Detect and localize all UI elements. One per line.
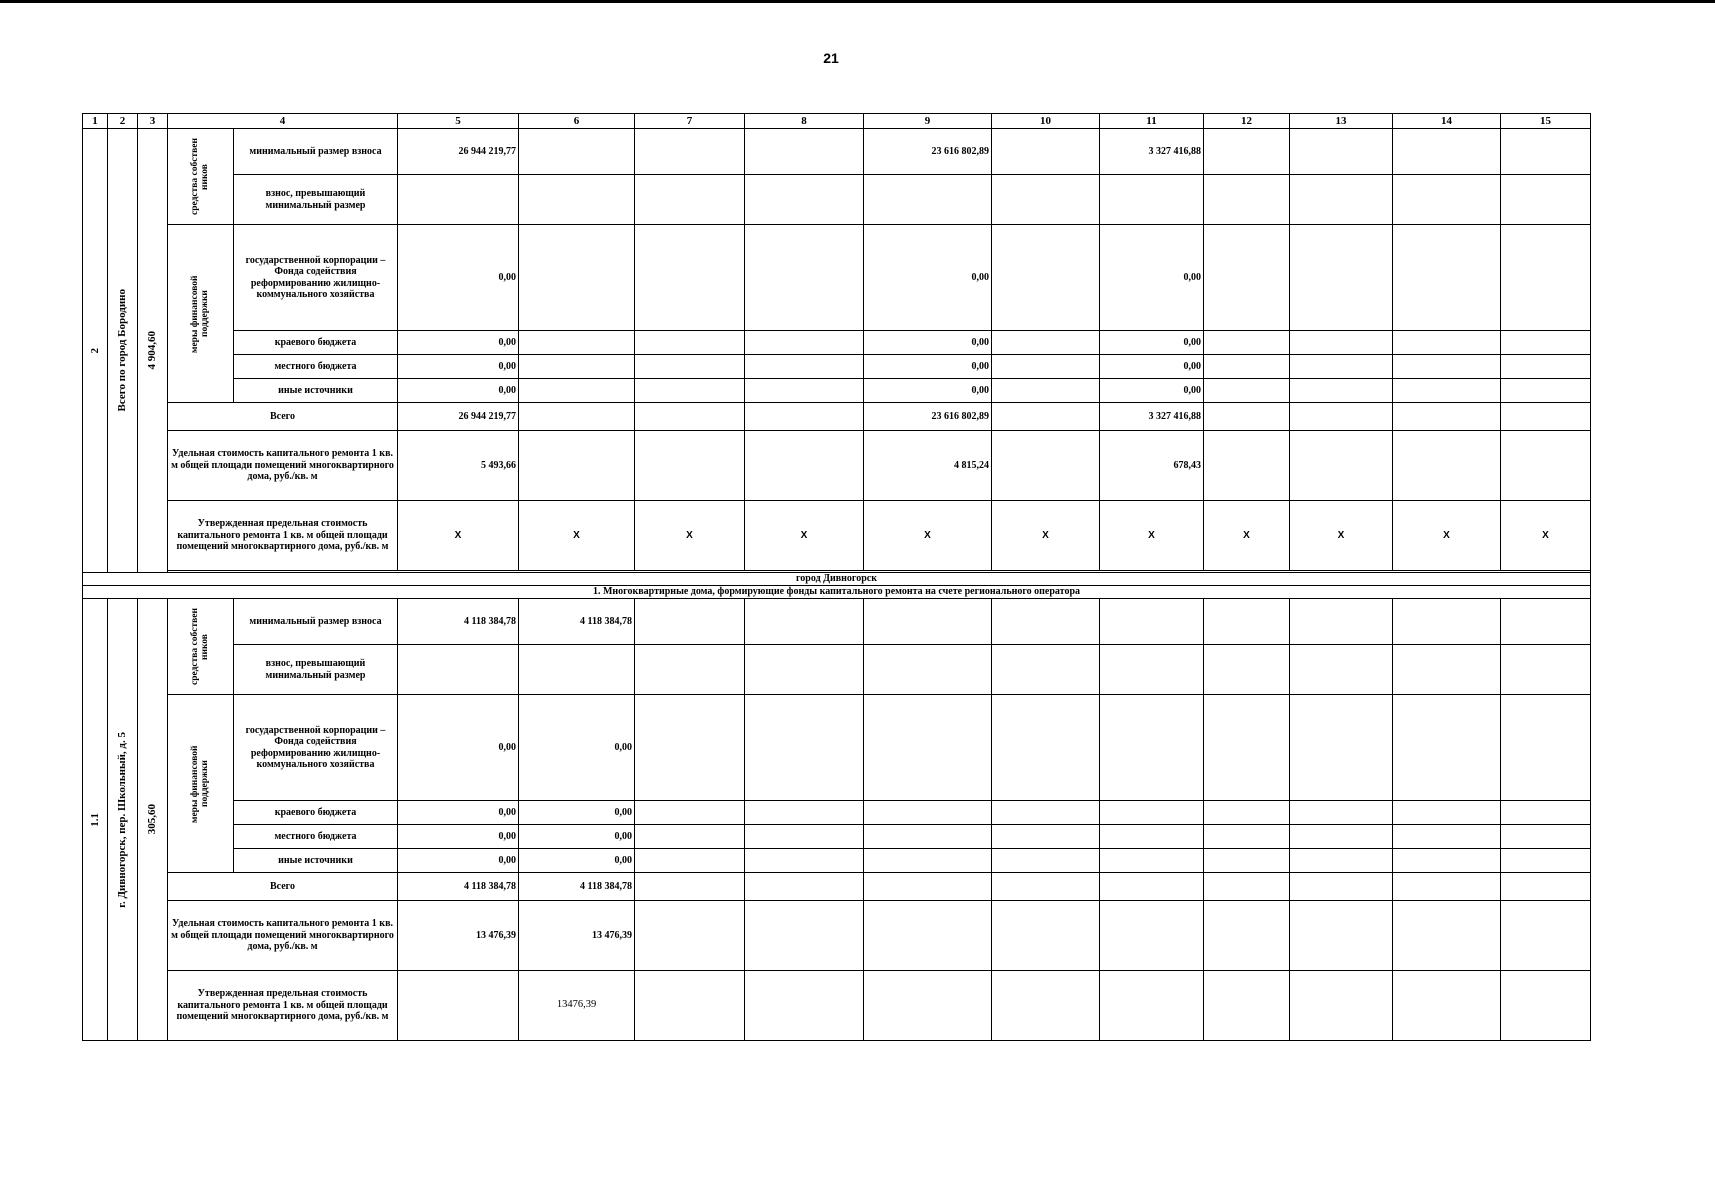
other-label: иные источники	[234, 849, 398, 873]
support-measures-label: меры финансовой поддержки	[189, 274, 210, 353]
table-row	[83, 225, 1591, 331]
scan-top-edge	[0, 0, 1715, 3]
s1-tot-c9: 23 616 802,89	[864, 403, 992, 431]
min-contribution-label: минимальный размер взноса	[234, 599, 398, 645]
col-num: 2	[108, 114, 138, 129]
other-label: иные источники	[234, 379, 398, 403]
x-mark: X	[1290, 501, 1393, 571]
s2-unit-c5: 13 476,39	[398, 901, 519, 971]
table-row	[83, 801, 1591, 825]
table-row	[83, 501, 1591, 571]
col-num: 14	[1393, 114, 1501, 129]
local-label: местного бюджета	[234, 825, 398, 849]
section1-name: Всего по город Бородино	[116, 289, 129, 412]
col-num: 4	[168, 114, 398, 129]
s1-min-c5: 26 944 219,77	[398, 129, 519, 175]
table-row	[83, 573, 1591, 586]
table-row	[83, 331, 1591, 355]
table-row	[83, 645, 1591, 695]
total-label: Всего	[168, 873, 398, 901]
s1-state-c11: 0,00	[1100, 225, 1204, 331]
s1-reg-c11: 0,00	[1100, 331, 1204, 355]
state-corp-label: государственной корпорации – Фонда содействия реформированию жилищно-коммунального хозяйства	[234, 695, 398, 801]
owners-funds-label: средства собствен ников	[189, 138, 210, 215]
city-header: город Дивногорск	[83, 573, 1591, 586]
total-label: Всего	[168, 403, 398, 431]
section1-number-cell	[83, 129, 108, 573]
x-mark: X	[398, 501, 519, 571]
capital-repair-table	[82, 113, 1591, 1041]
x-mark: X	[1204, 501, 1290, 571]
section2-name: г. Дивногорск, пер. Школьный, д. 5	[116, 731, 129, 908]
owners-funds-cell	[168, 129, 234, 225]
table-row	[83, 129, 1591, 175]
owners-funds-label: средства собствен ников	[189, 608, 210, 685]
x-mark: X	[864, 501, 992, 571]
section1-number: 2	[88, 347, 101, 354]
section2-area: 305,60	[146, 804, 159, 835]
support-measures-cell	[168, 225, 234, 403]
column-number-row	[83, 114, 1591, 129]
col-num: 10	[992, 114, 1100, 129]
regional-label: краевого бюджета	[234, 331, 398, 355]
x-mark: X	[635, 501, 745, 571]
s1-loc-c11: 0,00	[1100, 355, 1204, 379]
s2-unit-c6: 13 476,39	[519, 901, 635, 971]
x-mark: X	[1501, 501, 1591, 571]
section2-number-cell	[83, 599, 108, 1041]
page-number: 21	[823, 50, 839, 66]
s2-min-c5: 4 118 384,78	[398, 599, 519, 645]
s1-reg-c9: 0,00	[864, 331, 992, 355]
s2-oth-c5: 0,00	[398, 849, 519, 873]
section1-name-cell	[108, 129, 138, 573]
s1-reg-c5: 0,00	[398, 331, 519, 355]
s1-oth-c9: 0,00	[864, 379, 992, 403]
table-row	[83, 849, 1591, 873]
unit-cost-label: Удельная стоимость капитального ремонта 1 кв. м общей площади помещений многоквартирного дома, руб./кв. м	[168, 431, 398, 501]
over-min-label: взнос, превышающий минимальный размер	[234, 645, 398, 695]
subsection-header: 1. Многоквартирные дома, формирующие фонды капитального ремонта на счете регионального оператора	[83, 586, 1591, 599]
table-row	[83, 695, 1591, 801]
col-num: 15	[1501, 114, 1591, 129]
s1-oth-c11: 0,00	[1100, 379, 1204, 403]
regional-label: краевого бюджета	[234, 801, 398, 825]
support-measures-label: меры финансовой поддержки	[189, 744, 210, 823]
x-mark: X	[1100, 501, 1204, 571]
s2-state-c6: 0,00	[519, 695, 635, 801]
section1-area-cell	[138, 129, 168, 573]
table-row	[83, 355, 1591, 379]
x-mark: X	[745, 501, 864, 571]
approved-limit-label: Утвержденная предельная стоимость капитального ремонта 1 кв. м общей площади помещений многоквартирного дома, руб./кв. м	[168, 501, 398, 571]
col-num: 6	[519, 114, 635, 129]
section2-area-cell	[138, 599, 168, 1041]
local-label: местного бюджета	[234, 355, 398, 379]
table-row	[83, 599, 1591, 645]
s2-loc-c6: 0,00	[519, 825, 635, 849]
s1-tot-c5: 26 944 219,77	[398, 403, 519, 431]
col-num: 12	[1204, 114, 1290, 129]
s2-min-c6: 4 118 384,78	[519, 599, 635, 645]
col-num: 7	[635, 114, 745, 129]
col-num: 13	[1290, 114, 1393, 129]
state-corp-label: государственной корпорации – Фонда содействия реформированию жилищно-коммунального хозяйства	[234, 225, 398, 331]
table-row	[83, 901, 1591, 971]
over-min-label: взнос, превышающий минимальный размер	[234, 175, 398, 225]
s1-min-c9: 23 616 802,89	[864, 129, 992, 175]
col-num: 8	[745, 114, 864, 129]
table-row	[83, 873, 1591, 901]
x-mark: X	[1393, 501, 1501, 571]
table-row	[83, 825, 1591, 849]
col-num: 11	[1100, 114, 1204, 129]
col-num: 9	[864, 114, 992, 129]
s1-unit-c9: 4 815,24	[864, 431, 992, 501]
s2-reg-c5: 0,00	[398, 801, 519, 825]
owners-funds-cell	[168, 599, 234, 695]
s2-approved-c6: 13476,39	[519, 971, 635, 1041]
section2-number: 1.1	[88, 812, 101, 827]
x-mark: X	[992, 501, 1100, 571]
section2-name-cell	[108, 599, 138, 1041]
s2-oth-c6: 0,00	[519, 849, 635, 873]
approved-limit-label: Утвержденная предельная стоимость капитального ремонта 1 кв. м общей площади помещений многоквартирного дома, руб./кв. м	[168, 971, 398, 1041]
table-row	[83, 403, 1591, 431]
s1-state-c5: 0,00	[398, 225, 519, 331]
table-row	[83, 175, 1591, 225]
s2-loc-c5: 0,00	[398, 825, 519, 849]
table-row	[83, 431, 1591, 501]
s2-tot-c5: 4 118 384,78	[398, 873, 519, 901]
col-num: 5	[398, 114, 519, 129]
x-mark: X	[519, 501, 635, 571]
section1-area: 4 904,60	[146, 331, 159, 370]
col-num: 3	[138, 114, 168, 129]
table-row	[83, 379, 1591, 403]
table-row	[83, 586, 1591, 599]
s1-tot-c11: 3 327 416,88	[1100, 403, 1204, 431]
s1-state-c9: 0,00	[864, 225, 992, 331]
s2-state-c5: 0,00	[398, 695, 519, 801]
s1-oth-c5: 0,00	[398, 379, 519, 403]
s2-reg-c6: 0,00	[519, 801, 635, 825]
s1-loc-c5: 0,00	[398, 355, 519, 379]
s1-min-c11: 3 327 416,88	[1100, 129, 1204, 175]
min-contribution-label: минимальный размер взноса	[234, 129, 398, 175]
s1-loc-c9: 0,00	[864, 355, 992, 379]
unit-cost-label: Удельная стоимость капитального ремонта 1 кв. м общей площади помещений многоквартирного дома, руб./кв. м	[168, 901, 398, 971]
table-row	[83, 971, 1591, 1041]
s2-tot-c6: 4 118 384,78	[519, 873, 635, 901]
support-measures-cell	[168, 695, 234, 873]
s1-unit-c5: 5 493,66	[398, 431, 519, 501]
s1-unit-c11: 678,43	[1100, 431, 1204, 501]
col-num: 1	[83, 114, 108, 129]
